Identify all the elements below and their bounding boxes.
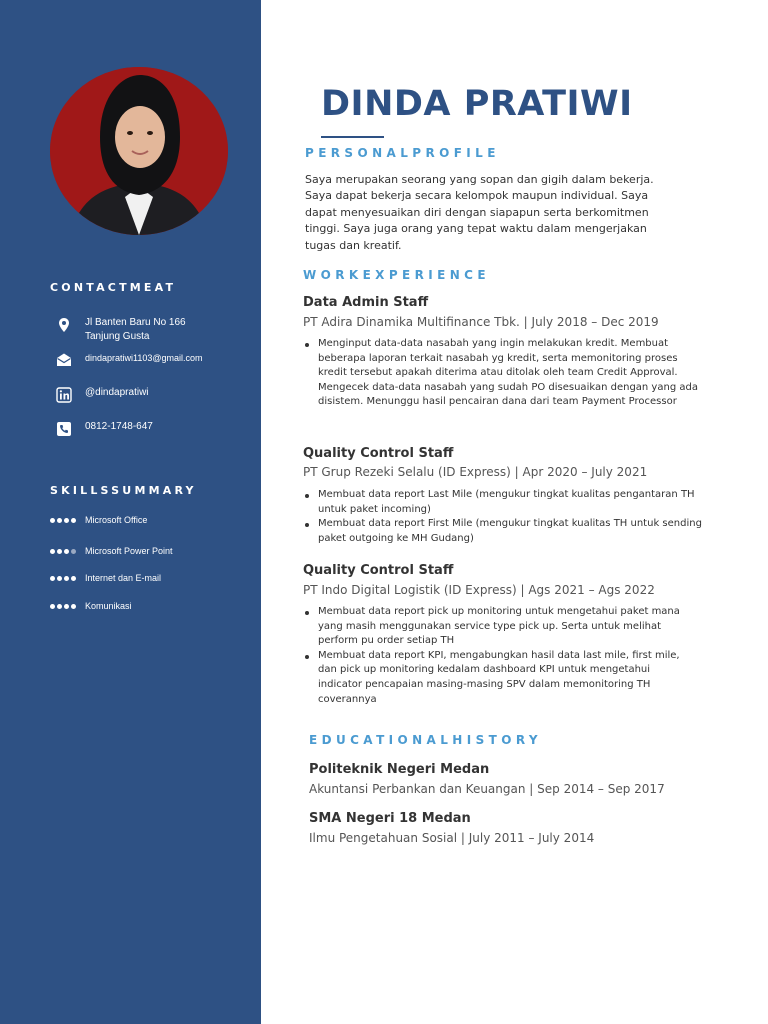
skill-level-dot [57, 549, 62, 554]
skill-label: Microsoft Power Point [85, 546, 173, 556]
skill-label: Internet dan E-mail [85, 573, 162, 583]
education-school: Politeknik Negeri Medan [309, 762, 490, 777]
job-title: Quality Control Staff [303, 446, 454, 461]
skill-level-dot [71, 549, 76, 554]
job-bullet: Membuat data report KPI, mengabungkan hasil data last mile, first mile, dan pick up monitoring kedalam dashboard KPI untuk mengetahui indicator pencapaian masing-masing SPV dalam memonitoring TH coverannya [303, 649, 688, 707]
skill-level-dot [71, 518, 76, 523]
linkedin-text[interactable]: @dindapratiwi [85, 387, 149, 398]
job-meta: PT Adira Dinamika Multifinance Tbk. | July 2018 – Dec 2019 [303, 315, 659, 329]
contact-address [55, 316, 186, 344]
job-title: Quality Control Staff [303, 563, 454, 578]
skill-level-dot [50, 549, 55, 554]
skill-level-dots [50, 549, 85, 554]
profile-photo [50, 67, 228, 235]
skill-level-dots [50, 576, 85, 581]
skill-level-dot [57, 576, 62, 581]
education-school: SMA Negeri 18 Medan [309, 811, 471, 826]
candidate-name: DINDA PRATIWI [321, 84, 633, 124]
profile-text: Saya merupakan seorang yang sopan dan gigih dalam bekerja. Saya dapat bekerja secara kelompok maupun individual. Saya dapat menyesuaikan diri dengan siapapun serta berkomitmen tinggi. Saya juga orang yang tepat waktu dalam mengerjakan tugas dan kreatif. [305, 173, 654, 252]
education-heading: EDUCATIONALHISTORY [309, 733, 542, 747]
skill-level-dot [71, 576, 76, 581]
email-icon [55, 351, 73, 369]
skill-level-dot [64, 576, 69, 581]
address-line-2: Tanjung Gusta [85, 331, 150, 342]
location-icon [55, 316, 73, 334]
job-meta: PT Grup Rezeki Selalu (ID Express) | Apr 2020 – July 2021 [303, 465, 648, 479]
email-text[interactable]: dindapratiwi1103@gmail.com [85, 353, 203, 363]
skill-label: Microsoft Office [85, 515, 148, 525]
linkedin-icon [55, 386, 73, 404]
skill-level-dots [50, 518, 85, 523]
phone-text[interactable]: 0812-1748-647 [85, 421, 153, 432]
education-meta: Ilmu Pengetahuan Sosial | July 2011 – July 2014 [309, 831, 595, 845]
skill-item [50, 546, 173, 556]
job-bullet: Membuat data report First Mile (mengukur tingkat kualitas TH untuk sending paket outgoing ke MH Gudang) [303, 517, 703, 546]
contact-linkedin [55, 386, 149, 404]
job-bullet: Membuat data report Last Mile (mengukur tingkat kualitas pengantaran TH untuk paket incoming) [303, 488, 703, 517]
job-bullet: Membuat data report pick up monitoring untuk mengetahui paket mana yang masih menggunakan service type pick up. Serta untuk melihat perform pu order setiap TH [303, 605, 688, 649]
job-title: Data Admin Staff [303, 295, 429, 310]
sidebar [0, 0, 261, 1024]
skill-item [50, 601, 132, 611]
education-meta: Akuntansi Perbankan dan Keuangan | Sep 2014 – Sep 2017 [309, 782, 665, 796]
job-meta: PT Indo Digital Logistik (ID Express) | Ags 2021 – Ags 2022 [303, 583, 655, 597]
profile-heading: PERSONALPROFILE [305, 146, 500, 160]
skill-level-dot [64, 604, 69, 609]
address-line-1: Jl Banten Baru No 166 [85, 317, 186, 328]
phone-icon [55, 420, 73, 438]
skill-level-dot [57, 604, 62, 609]
skill-item [50, 573, 161, 583]
skill-item [50, 515, 147, 525]
contact-email [55, 351, 203, 369]
name-underline [321, 136, 384, 138]
skill-level-dot [64, 518, 69, 523]
skill-level-dot [50, 518, 55, 523]
skill-level-dot [71, 604, 76, 609]
job-bullets [303, 605, 688, 707]
skill-level-dot [57, 518, 62, 523]
profile-photo-illustration [50, 67, 228, 235]
skill-level-dot [64, 549, 69, 554]
contact-phone [55, 420, 153, 438]
skill-level-dot [50, 576, 55, 581]
skill-level-dot [50, 604, 55, 609]
skills-heading: SKILLSSUMMARY [50, 484, 197, 497]
contact-heading: CONTACTMEAT [50, 281, 177, 294]
work-heading: WORKEXPERIENCE [303, 268, 490, 282]
skill-level-dots [50, 604, 85, 609]
job-bullets [303, 488, 703, 546]
skill-label: Komunikasi [85, 601, 132, 611]
job-bullets [303, 337, 698, 410]
job-bullet: Menginput data-data nasabah yang ingin melakukan kredit. Membuat beberapa laporan terkait nasabah yg kredit, serta memonitoring proses kredit tersebut apakah diterima atau ditolak oleh team Credit Approval. Mengecek data-data nasabah yang sudah PO disesuaikan dengan yang ada disistem. Menunggu hasil pencairan dana dari team Payment Processor [303, 337, 698, 410]
